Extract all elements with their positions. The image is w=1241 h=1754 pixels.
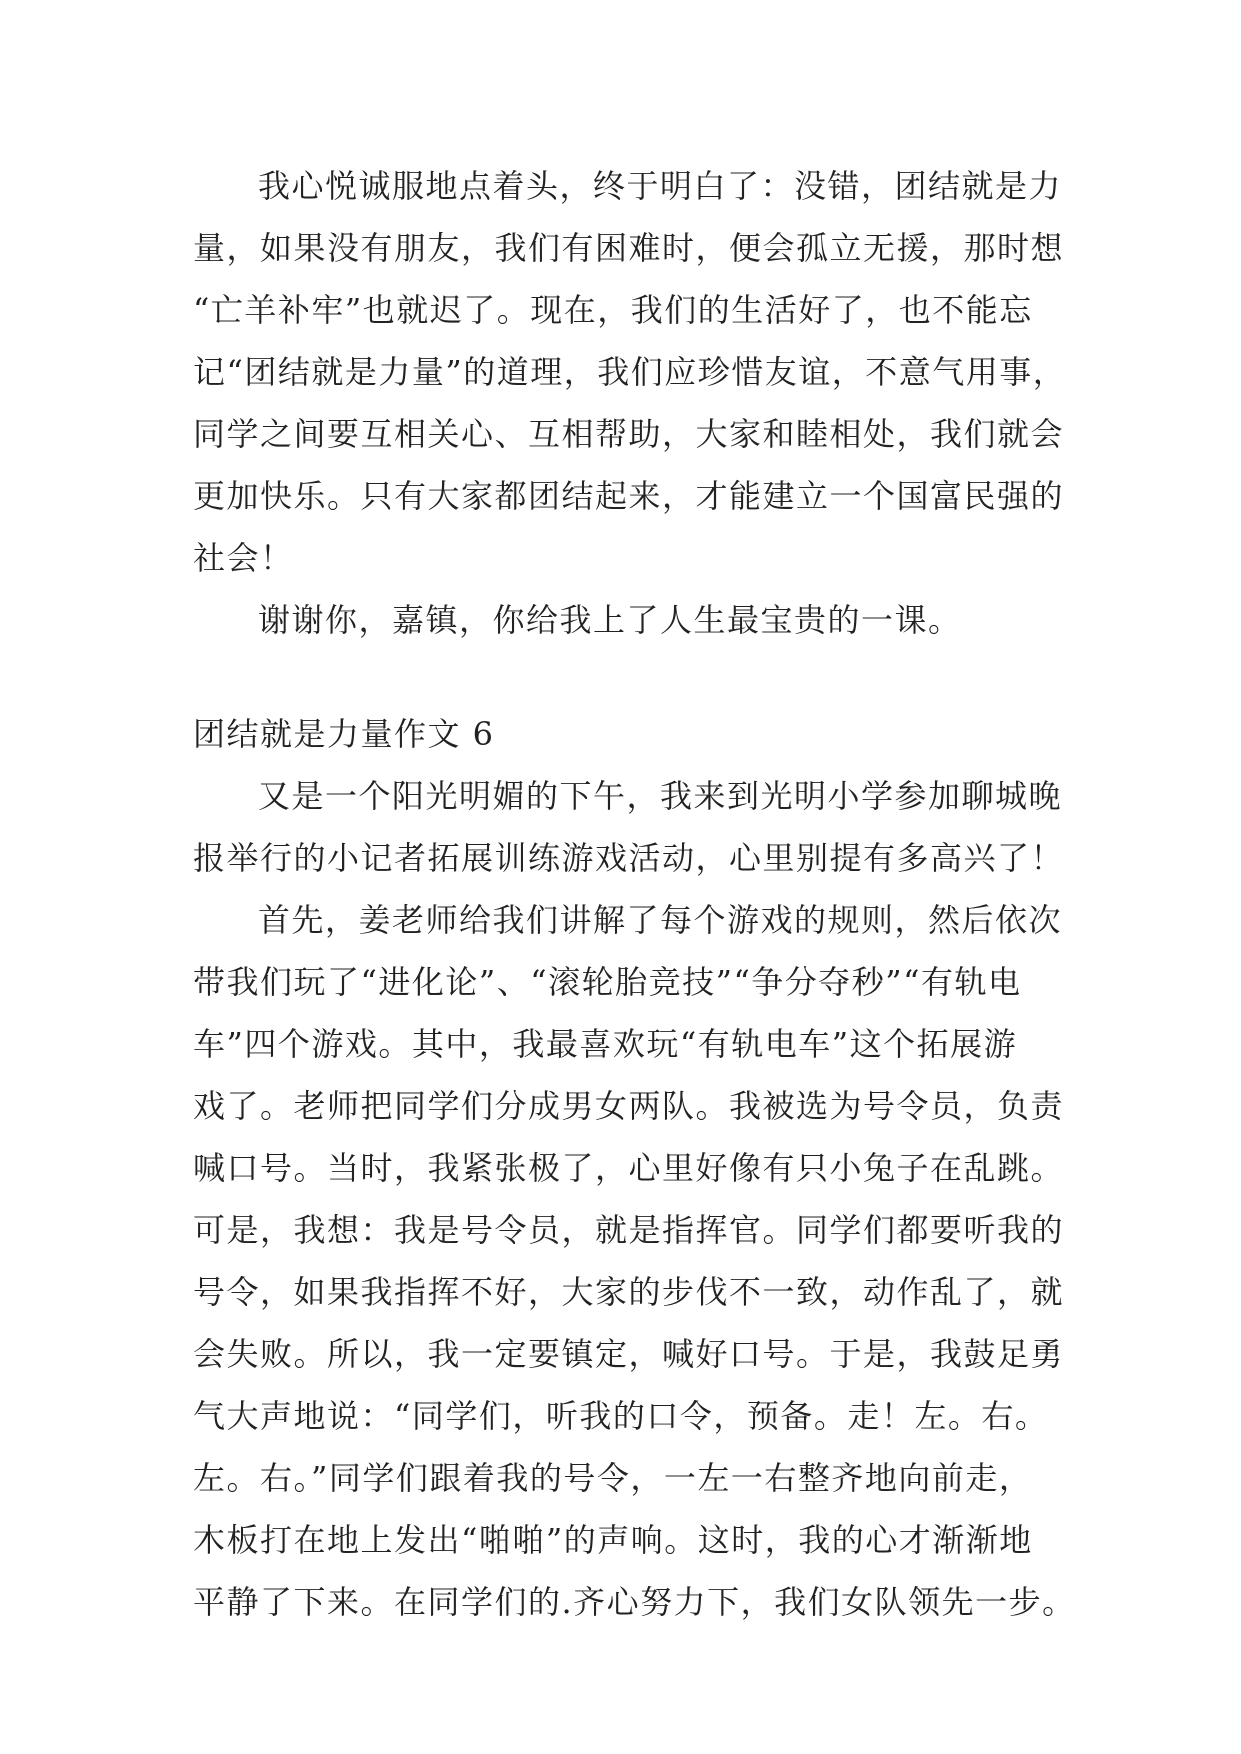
paragraph-line: 又是一个阳光明媚的下午，我来到光明小学参加聊城晚 bbox=[258, 777, 1063, 815]
paragraph-line: 会失败。所以，我一定要镇定，喊好口号。于是，我鼓足勇 bbox=[193, 1335, 1065, 1373]
paragraph-line: 喊口号。当时，我紧张极了，心里好像有只小兔子在乱跳。 bbox=[193, 1149, 1065, 1187]
paragraph-line: 可是，我想：我是号令员，就是指挥官。同学们都要听我的 bbox=[193, 1211, 1065, 1249]
paragraph-line: 车”四个游戏。其中，我最喜欢玩“有轨电车”这个拓展游 bbox=[193, 1025, 1018, 1063]
paragraph-line: 号令，如果我指挥不好，大家的步伐不一致，动作乱了，就 bbox=[193, 1273, 1065, 1311]
paragraph-line: 报举行的小记者拓展训练游戏活动，心里别提有多高兴了！ bbox=[193, 839, 1065, 877]
paragraph-line: 记“团结就是力量”的道理，我们应珍惜友谊，不意气用事， bbox=[193, 353, 1067, 391]
paragraph-line: 戏了。老师把同学们分成男女两队。我被选为号令员，负责 bbox=[193, 1087, 1065, 1125]
paragraph-line: 木板打在地上发出“啪啪”的声响。这时，我的心才渐渐地 bbox=[193, 1521, 1033, 1559]
paragraph-line: “亡羊补牢”也就迟了。现在，我们的生活好了，也不能忘 bbox=[193, 291, 1033, 329]
paragraph-line: 同学之间要互相关心、互相帮助，大家和睦相处，我们就会 bbox=[193, 415, 1065, 453]
paragraph-line: 平静了下来。在同学们的.齐心努力下，我们女队领先一步。 bbox=[193, 1583, 1076, 1621]
paragraph-line: 带我们玩了“进化论”、“滚轮胎竞技”“争分夺秒”“有轨电 bbox=[193, 963, 1022, 1001]
paragraph-line: 首先，姜老师给我们讲解了每个游戏的规则，然后依次 bbox=[258, 901, 1063, 939]
section-title: 团结就是力量作文 6 bbox=[193, 715, 495, 753]
paragraph-line: 社会！ bbox=[193, 539, 294, 577]
paragraph-line: 我心悦诚服地点着头，终于明白了：没错，团结就是力 bbox=[258, 167, 1063, 205]
paragraph-line: 左。右。”同学们跟着我的号令，一左一右整齐地向前走， bbox=[193, 1459, 1033, 1497]
paragraph-line: 更加快乐。只有大家都团结起来，才能建立一个国富民强的 bbox=[193, 477, 1065, 515]
paragraph-line: 量，如果没有朋友，我们有困难时，便会孤立无援，那时想 bbox=[193, 229, 1065, 267]
paragraph-line: 气大声地说：“同学们，听我的口令，预备。走！左。右。 bbox=[193, 1397, 1049, 1435]
paragraph-line: 谢谢你，嘉镇，你给我上了人生最宝贵的一课。 bbox=[258, 601, 962, 639]
